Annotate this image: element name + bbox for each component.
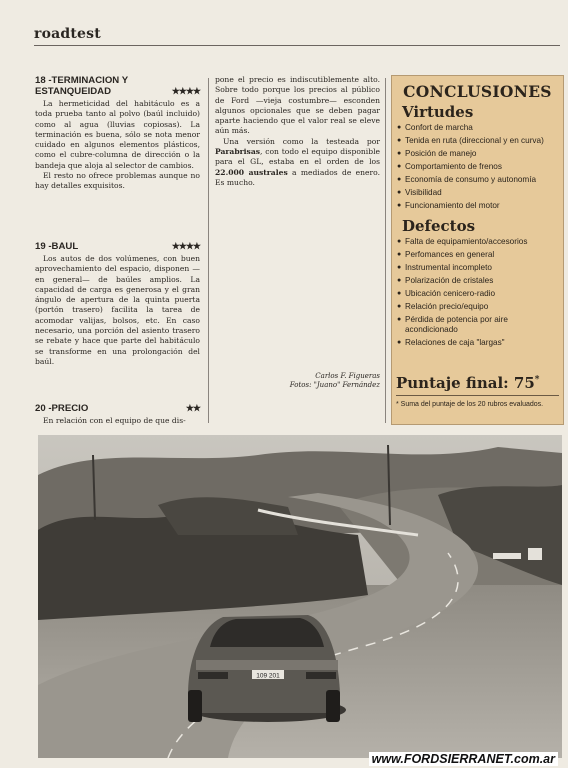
bullet-icon: ● <box>397 251 402 258</box>
bullet-icon: ● <box>397 150 402 157</box>
defect-item: ● Falta de equipamiento/accesorios <box>397 237 528 246</box>
virtue-item: ● Posición de manejo <box>397 149 477 158</box>
price-text-a: Una versión como la testeada por <box>223 136 380 146</box>
price-value: 22.000 australes <box>215 167 288 177</box>
price-paragraph-2 <box>215 137 380 188</box>
bullet-icon: ● <box>397 290 402 297</box>
road-sign <box>493 553 521 559</box>
bullet-icon: ● <box>397 189 402 196</box>
virtue-item: ● Confort de marcha <box>397 123 473 132</box>
section-20-stars: ★★ <box>185 403 200 413</box>
source-url: www.FORDSIERRANET.com.ar <box>369 752 558 766</box>
section-18 <box>35 75 200 192</box>
defects-title: Defectos <box>402 217 476 235</box>
section-20-title <box>35 403 200 414</box>
bullet-icon: ● <box>397 238 402 245</box>
virtue-item: ● Comportamiento de frenos <box>397 162 502 171</box>
section-18-title-line1: 18 -TERMINACION Y <box>35 75 129 86</box>
bullet-icon: ● <box>397 163 402 170</box>
bullet-icon: ● <box>397 339 402 346</box>
section-18-title-line2: ESTANQUEIDAD <box>35 86 112 97</box>
price-text-b: , con todo el equipo disponible para el GL, estaba en el orden de los <box>215 147 380 167</box>
section-19-stars: ★★★★ <box>171 241 200 251</box>
virtues-title: Virtudes <box>402 103 474 121</box>
final-score <box>396 374 540 392</box>
section-20 <box>35 403 200 426</box>
column-divider-left <box>208 78 209 423</box>
section-19 <box>35 241 200 367</box>
bullet-icon: ● <box>397 303 402 310</box>
conclusions-box <box>391 75 564 425</box>
defect-item: ● Pérdida de potencia por aire acondicionado <box>397 315 508 334</box>
price-text-c: a mediados de enero. Es mucho. <box>215 167 380 187</box>
road-photo <box>38 435 562 758</box>
section-19-paragraph-1: Los autos de dos volúmenes, con buen aprovechamiento del espacio, disponen —en general— de baúles amplios. La capacidad de carga es generosa y el gran ángulo de apertura de la quinta puerta (portón trasero) facilita la tarea de acomodar valijas, bolsos, etc. En caso necesario, una porción del asiento trasero se rebate y hace que parte del habitáculo se transforme en una prolongación del baúl. <box>35 254 200 366</box>
photo-credit: Fotos: "Juano" Fernández <box>289 381 380 389</box>
bullet-icon: ● <box>397 124 402 131</box>
virtue-item: ● Economía de consumo y autonomía <box>397 175 537 184</box>
road-photo-illustration <box>38 435 562 758</box>
column-divider-right <box>385 78 386 423</box>
defect-item: ● Relación precio/equipo <box>397 302 489 311</box>
bullet-icon: ● <box>397 176 402 183</box>
section-18-paragraph-1: La hermeticidad del habitáculo es a toda prueba tanto al polvo (baúl incluido) como al agua (lluvias copiosas). La terminación es buena, sólo se nota menor cuidado en algunos elementos plásticos, como el cubre-columna de dirección o la bandeja que aloja al selector de cambios. <box>35 99 200 170</box>
virtue-item: ● Visibilidad <box>397 188 442 197</box>
defect-item: ● Relaciones de caja "largas" <box>397 338 505 347</box>
defect-item: ● Instrumental incompleto <box>397 263 492 272</box>
license-plate: 109 201 <box>256 672 280 680</box>
defect-item: ● Polarización de cristales <box>397 276 494 285</box>
section-19-title-text: 19 -BAUL <box>35 241 79 252</box>
bullet-icon: ● <box>397 137 402 144</box>
bullet-icon: ● <box>397 202 402 209</box>
conclusions-title: CONCLUSIONES <box>403 82 552 101</box>
virtues-list <box>392 123 563 211</box>
price-paragraph-1: pone el precio es indiscutiblemente alto. Sobre todo porque los precios al público de Ford —vieja costumbre— esconden algunos opcionales que se deben pagar aparte haciendo que el valor real se eleve aún más. <box>215 75 380 136</box>
author-credit <box>262 372 380 390</box>
bullet-icon: ● <box>397 316 402 323</box>
score-divider <box>396 395 559 396</box>
author-name: Carlos F. Figueras <box>315 372 380 380</box>
section-20-paragraph-1: En relación con el equipo de que dis- <box>43 416 186 425</box>
section-18-stars: ★★★★ <box>171 86 200 96</box>
defects-list <box>392 237 563 348</box>
score-footnote: * Suma del puntaje de los 20 rubros evaluados. <box>396 401 544 408</box>
section-header: roadtest <box>34 26 101 42</box>
final-score-mark: * <box>534 375 540 385</box>
car <box>188 615 346 722</box>
section-19-title <box>35 241 200 252</box>
road-sign <box>528 548 542 560</box>
section-20-title-text: 20 -PRECIO <box>35 403 89 414</box>
middle-column <box>215 75 380 188</box>
header-rule <box>34 45 560 46</box>
section-18-title <box>35 75 200 97</box>
magazine-name: Parabrisas <box>215 147 261 157</box>
section-18-paragraph-2: El resto no ofrece problemas aunque no hay detalles exquisitos. <box>35 171 200 191</box>
virtue-item: ● Funcionamiento del motor <box>397 201 500 210</box>
defect-item: ● Perfomances en general <box>397 250 495 259</box>
bullet-icon: ● <box>397 277 402 284</box>
virtue-item: ● Tenida en ruta (direccional y en curva) <box>397 136 544 145</box>
bullet-icon: ● <box>397 264 402 271</box>
defect-item: ● Ubicación cenicero-radio <box>397 289 496 298</box>
final-score-label: Puntaje final: 75 <box>396 374 535 392</box>
